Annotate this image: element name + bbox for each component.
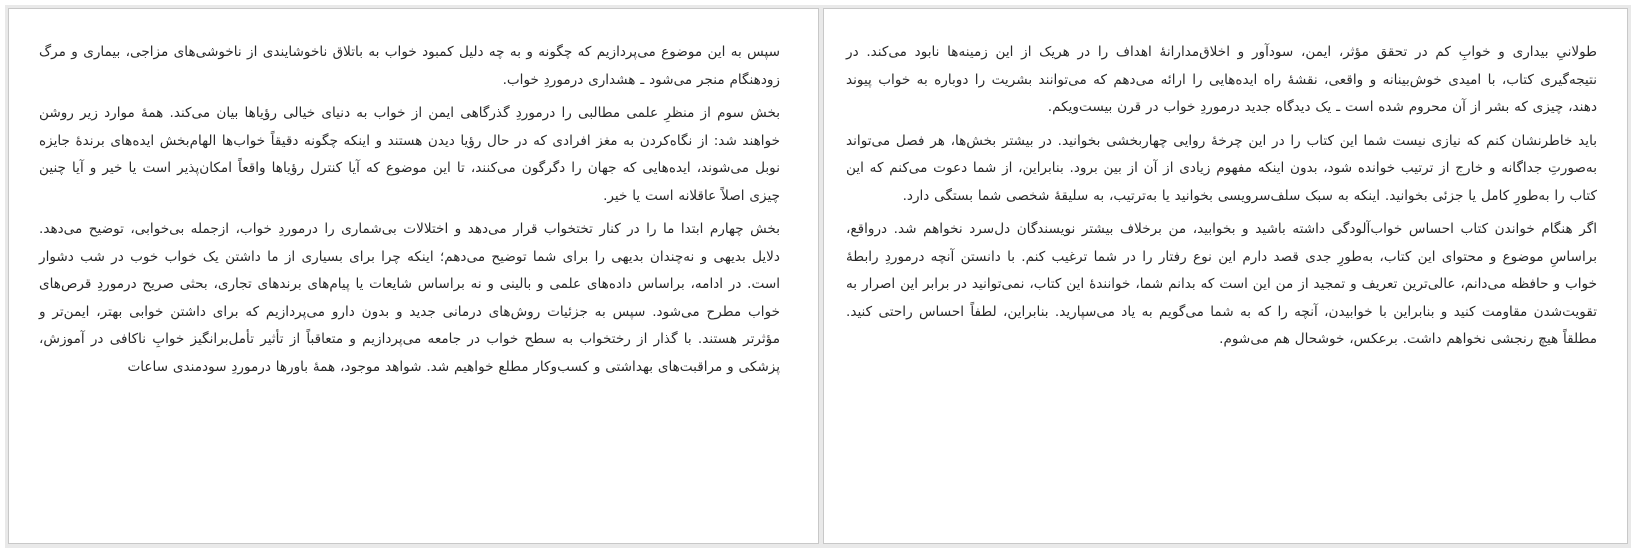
right-page xyxy=(823,8,1628,544)
left-page xyxy=(8,8,819,544)
paragraph: باید خاطرنشان کنم که نیازی نیست شما این کتاب را در این چرخهٔ روایی چهاربخشی بخوانید. در بیشتر بخش‌ها، هر فصل می‌تواند به‌صورتِ جداگانه و خارج از ترتیب خوانده شود، بدون اینکه مفهوم زیادی از آن از بین برود. بنابراین، از شما دعوت می‌کنم که این کتاب را به‌طورِ کامل یا جزئی بخوانید. اینکه به سبک سلف‌سرویسی بخوانید یا به‌ترتیب، به سلیقهٔ شخصی شما بستگی دارد. xyxy=(846,132,1597,204)
paragraph: بخش سوم از منظرِ علمی مطالبی را درموردِ گذرگاهی ایمن از خواب به دنیای خیالی رؤیاها بیان می‌کند. همهٔ موارد زیر روشن خواهند شد: از نگاه‌کردن به مغز افرادی که در حال رؤیا دیدن هستند و اینکه چگونه دقیقاً خواب‌ها الهام‌بخش ایده‌های برندهٔ جایزه نوبل می‌شوند، ایده‌هایی که جهان را دگرگون می‌کنند، تا این موضوع که آیا کنترل رؤیاها واقعاً امکان‌پذیر است یا خیر و آیا چنین چیزی اصلاً عاقلانه است یا خیر. xyxy=(39,105,780,204)
paragraph: سپس به این موضوع می‌پردازیم که چگونه و به چه دلیل کمبود خواب به باتلاق ناخوشایندی از ناخوشی‌های مزاجی، بیماری و مرگ زودهنگام منجر می‌شود ـ هشداری درموردِ خواب. xyxy=(39,44,780,88)
paragraph: اگر هنگام خواندن کتاب احساس خواب‌آلودگی داشته باشید و بخوابید، من برخلاف بیشتر نویسندگان دل‌سرد نخواهم شد. درواقع، براساسِ موضوع و محتوای این کتاب، به‌طورِ جدی قصد دارم این نوع رفتار را در شما ترغیب کنم. با دانستن آنچه درموردِ رابطهٔ خواب و حافظه می‌دانم، عالی‌ترین تعریف و تمجید از من این است که بدانم شما، خوانندهٔ این کتاب، نمی‌توانید در برابر این اصرار به تقویت‌شدن مقاومت کنید و بنابراین با خوابیدن، آنچه را که به شما می‌گویم به یاد می‌سپارید. بنابراین، لطفاً احساس راحتی کنید. مطلقاً هیچ رنجشی نخواهم داشت. برعکس، خوشحال هم می‌شوم. xyxy=(846,221,1597,347)
left-page-text xyxy=(39,39,780,381)
right-page-text xyxy=(846,39,1597,354)
two-page-spread xyxy=(5,5,1631,548)
paragraph: طولانیِ بیداری و خوابِ کم در تحقق مؤثر، ایمن، سودآور و اخلاق‌مدارانهٔ اهداف را در هریک از این زمینه‌ها نابود می‌کند. در نتیجه‌گیری کتاب، با امیدی خوش‌بینانه و واقعی، نقشهٔ راه ایده‌هایی را ارائه می‌دهم که می‌توانند بشریت را دوباره به خواب پیوند دهند، چیزی که بشر از آن محروم شده است ـ یک دیدگاه جدید درموردِ خواب در قرن بیست‌ویکم. xyxy=(846,44,1597,115)
paragraph: بخش چهارم ابتدا ما را در کنار تختخواب قرار می‌دهد و اختلالات بی‌شماری را درموردِ خواب، ازجمله بی‌خوابی، توضیح می‌دهد. دلایل بدیهی و نه‌چندان بدیهی را برای شما توضیح می‌دهم؛ اینکه چرا برای بسیاری از ما داشتن یک خواب خوب در شب دشوار است. در ادامه، براساس داده‌های علمی و بالینی و نه براساس شایعات یا پیام‌های برندهای تجاری، بحثی صریح درموردِ قرص‌های خواب مطرح می‌شود. سپس به جزئیات روش‌های درمانی جدید و بدون دارو می‌پردازیم که برای داشتن خوابی بهتر، ایمن‌تر و مؤثرتر هستند. با گذار از رختخواب به سطح خواب در جامعه می‌پردازیم و متعاقباً از تأثیر تأمل‌برانگیز خوابِ ناکافی در آموزش، پزشکی و مراقبت‌های بهداشتی و کسب‌وکار مطلع خواهیم شد. شواهد موجود، همهٔ باورها درموردِ سودمندی ساعات xyxy=(39,221,780,375)
